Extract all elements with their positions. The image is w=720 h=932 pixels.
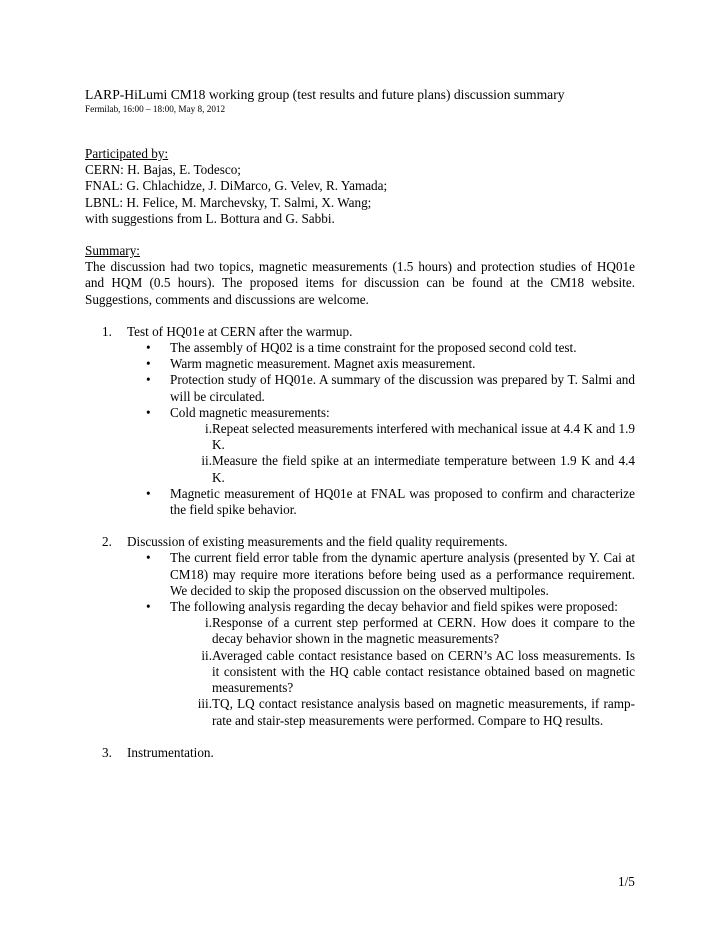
list-item-1: [85, 324, 635, 518]
participant-line: CERN: H. Bajas, E. Todesco;: [85, 162, 241, 178]
participants-section: [85, 146, 635, 227]
summary-section: [85, 243, 635, 308]
sub-item-text: Averaged cable contact resistance based on CERN’s AC loss measurements. Is it consistent with the HQ cable contact resistance obtained based on magnetic measurements?: [212, 647, 635, 696]
sub-item-number: ii.: [201, 647, 212, 663]
bullet-icon: •: [146, 340, 151, 356]
list-item-heading: [85, 745, 635, 761]
bullet-text: Magnetic measurement of HQ01e at FNAL was proposed to confirm and characterize the field spike behavior.: [170, 485, 635, 518]
sub-item-number: ii.: [201, 453, 212, 469]
list-item-heading: [85, 534, 635, 550]
summary-text: The discussion had two topics, magnetic measurements (1.5 hours) and protection studies of HQ01e and HQM (0.5 hours). The proposed items for discussion can be found at the CM18 website. Suggestions, comments and discussions are welcome.: [85, 259, 635, 307]
bullet-text: The following analysis regarding the decay behavior and field spikes were proposed:: [170, 599, 618, 615]
list-item-2: [85, 534, 635, 728]
bullet-text: The current field error table from the dynamic aperture analysis (presented by Y. Cai at CM18) may require more iterations before being used as a performance requirement. We decided to skip the proposed discussion on the observed multipoles.: [170, 550, 635, 598]
sub-item-text: Repeat selected measurements interfered with mechanical issue at 4.4 K and 1.9 K.: [212, 421, 635, 453]
list-item-number: 1.: [102, 323, 112, 339]
bullet-icon: •: [146, 599, 151, 615]
bullet-item: [85, 486, 635, 518]
list-item-text: Discussion of existing measurements and the field quality requirements.: [127, 534, 508, 550]
bullet-icon: •: [146, 485, 151, 501]
page-number: 1/5: [618, 874, 635, 889]
participant-line: LBNL: H. Felice, M. Marchevsky, T. Salmi, X. Wang;: [85, 194, 372, 210]
participant-line: with suggestions from L. Bottura and G. Sabbi.: [85, 210, 335, 226]
sub-item: [85, 696, 635, 728]
summary-heading: Summary:: [85, 243, 140, 259]
bullet-item: [85, 599, 635, 615]
list-item-heading: [85, 324, 635, 340]
participants-heading: Participated by:: [85, 146, 169, 161]
document-title: LARP-HiLumi CM18 working group (test results and future plans) discussion summary: [85, 87, 565, 102]
sub-item-number: i.: [205, 421, 212, 437]
list-item-number: 2.: [102, 534, 112, 550]
list-item-number: 3.: [102, 744, 112, 760]
bullet-text: The assembly of HQ02 is a time constraint for the proposed second cold test.: [170, 340, 577, 356]
sub-item: [85, 421, 635, 453]
bullet-item: [85, 405, 635, 421]
bullet-item: [85, 372, 635, 404]
sub-item: [85, 648, 635, 697]
list-item-text: Test of HQ01e at CERN after the warmup.: [127, 323, 353, 339]
bullet-item: [85, 550, 635, 599]
sub-item-text: Measure the field spike at an intermediate temperature between 1.9 K and 4.4 K.: [212, 453, 635, 485]
list-item-text: Instrumentation.: [127, 744, 214, 760]
sub-item: [85, 615, 635, 647]
page-content: [85, 86, 635, 761]
bullet-text: Warm magnetic measurement. Magnet axis measurement.: [170, 356, 476, 372]
sub-item-text: TQ, LQ contact resistance analysis based on magnetic measurements, if ramp-rate and stair-step measurements were performed. Compare to HQ results.: [212, 696, 635, 728]
bullet-icon: •: [146, 372, 151, 388]
sub-item-number: i.: [205, 615, 212, 631]
bullet-text: Cold magnetic measurements:: [170, 404, 330, 420]
sub-item: [85, 453, 635, 485]
bullet-text: Protection study of HQ01e. A summary of the discussion was prepared by T. Salmi and will be circulated.: [170, 372, 635, 404]
bullet-icon: •: [146, 356, 151, 372]
list-item-3: [85, 745, 635, 761]
bullet-icon: •: [146, 550, 151, 566]
document-subtitle: Fermilab, 16:00 – 18:00, May 8, 2012: [85, 104, 226, 114]
participant-line: FNAL: G. Chlachidze, J. DiMarco, G. Velev, R. Yamada;: [85, 178, 388, 194]
bullet-item: [85, 340, 635, 356]
bullet-item: [85, 356, 635, 372]
bullet-icon: •: [146, 404, 151, 420]
sub-item-number: iii.: [197, 696, 212, 712]
sub-item-text: Response of a current step performed at CERN. How does it compare to the decay behavior shown in the magnetic measurements?: [212, 615, 635, 647]
